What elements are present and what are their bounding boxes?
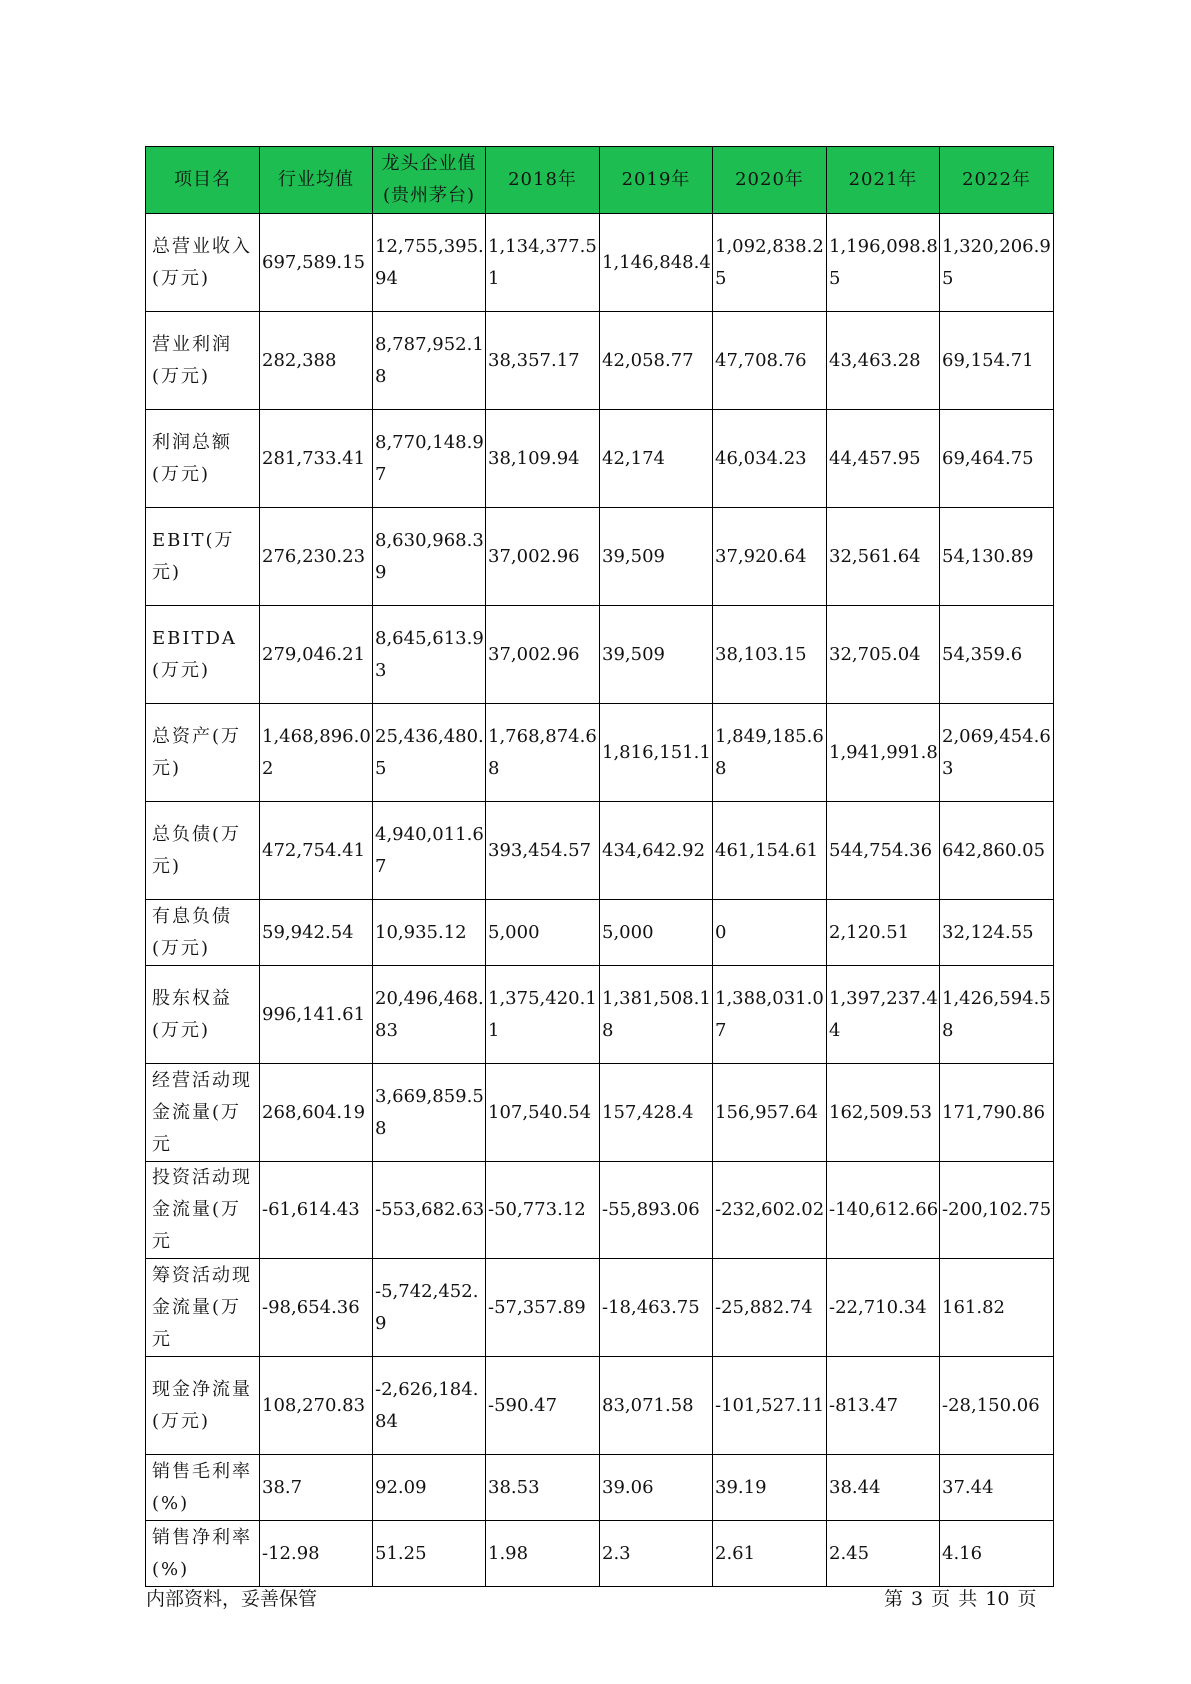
table-cell: 38,357.17 xyxy=(486,312,600,410)
table-cell: -22,710.34 xyxy=(827,1259,940,1357)
table-cell: -25,882.74 xyxy=(713,1259,827,1357)
table-cell: 42,058.77 xyxy=(600,312,713,410)
table-cell: 59,942.54 xyxy=(260,900,373,966)
table-row xyxy=(146,214,1054,312)
table-header-row xyxy=(146,147,1054,214)
table-cell: 38,109.94 xyxy=(486,410,600,508)
header-2021: 2021年 xyxy=(827,147,940,214)
table-cell: 697,589.15 xyxy=(260,214,373,312)
table-cell: -200,102.75 xyxy=(940,1162,1054,1259)
table-row xyxy=(146,1259,1054,1357)
table-cell: -18,463.75 xyxy=(600,1259,713,1357)
table-cell: -61,614.43 xyxy=(260,1162,373,1259)
table-cell: 1,397,237.44 xyxy=(827,966,940,1064)
table-cell: 1,146,848.4 xyxy=(600,214,713,312)
table-cell: 39,509 xyxy=(600,606,713,704)
row-label: 筹资活动现金流量(万元 xyxy=(146,1259,260,1357)
table-cell: 171,790.86 xyxy=(940,1064,1054,1162)
table-cell: 2,069,454.63 xyxy=(940,704,1054,802)
row-label: EBITDA(万元) xyxy=(146,606,260,704)
row-label: 利润总额(万元) xyxy=(146,410,260,508)
table-cell: 2.45 xyxy=(827,1521,940,1587)
confidential-note: 内部资料，妥善保管 xyxy=(146,1588,318,1610)
table-cell: 161.82 xyxy=(940,1259,1054,1357)
table-cell: 5,000 xyxy=(600,900,713,966)
table-cell: 1,849,185.68 xyxy=(713,704,827,802)
table-body xyxy=(146,214,1054,1587)
table-cell: 37,920.64 xyxy=(713,508,827,606)
table-cell: 32,561.64 xyxy=(827,508,940,606)
table-cell: 10,935.12 xyxy=(373,900,486,966)
table-cell: 12,755,395.94 xyxy=(373,214,486,312)
table-cell: 4,940,011.67 xyxy=(373,802,486,900)
table-cell: 8,630,968.39 xyxy=(373,508,486,606)
table-cell: -55,893.06 xyxy=(600,1162,713,1259)
table-cell: 472,754.41 xyxy=(260,802,373,900)
table-cell: 83,071.58 xyxy=(600,1357,713,1455)
table-cell: 54,130.89 xyxy=(940,508,1054,606)
table-cell: 282,388 xyxy=(260,312,373,410)
header-2018: 2018年 xyxy=(486,147,600,214)
table-cell: 8,787,952.18 xyxy=(373,312,486,410)
table-cell: 2.61 xyxy=(713,1521,827,1587)
table-cell: -101,527.11 xyxy=(713,1357,827,1455)
table-cell: -553,682.63 xyxy=(373,1162,486,1259)
financial-table xyxy=(145,146,1054,1587)
row-label: 有息负债(万元) xyxy=(146,900,260,966)
table-cell: 1,134,377.51 xyxy=(486,214,600,312)
header-industry-avg: 行业均值 xyxy=(260,147,373,214)
table-cell: -28,150.06 xyxy=(940,1357,1054,1455)
table-cell: 39.19 xyxy=(713,1455,827,1521)
table-cell: 1,320,206.95 xyxy=(940,214,1054,312)
row-label: 营业利润(万元) xyxy=(146,312,260,410)
table-cell: 1,196,098.85 xyxy=(827,214,940,312)
table-cell: 279,046.21 xyxy=(260,606,373,704)
table-cell: 54,359.6 xyxy=(940,606,1054,704)
table-cell: 642,860.05 xyxy=(940,802,1054,900)
table-cell: 276,230.23 xyxy=(260,508,373,606)
table-cell: 1.98 xyxy=(486,1521,600,1587)
page-number: 第 3 页 共 10 页 xyxy=(884,1588,1037,1610)
row-label: 现金净流量(万元) xyxy=(146,1357,260,1455)
table-cell: -5,742,452.9 xyxy=(373,1259,486,1357)
table-cell: 69,154.71 xyxy=(940,312,1054,410)
table-cell: 69,464.75 xyxy=(940,410,1054,508)
table-cell: 4.16 xyxy=(940,1521,1054,1587)
table-cell: 1,816,151.1 xyxy=(600,704,713,802)
table-row xyxy=(146,312,1054,410)
table-cell: -57,357.89 xyxy=(486,1259,600,1357)
table-row xyxy=(146,1521,1054,1587)
table-cell: 47,708.76 xyxy=(713,312,827,410)
table-row xyxy=(146,508,1054,606)
table-cell: 1,375,420.11 xyxy=(486,966,600,1064)
table-cell: 3,669,859.58 xyxy=(373,1064,486,1162)
table-cell: 37,002.96 xyxy=(486,508,600,606)
table-cell: 8,770,148.97 xyxy=(373,410,486,508)
table-cell: -232,602.02 xyxy=(713,1162,827,1259)
table-cell: 461,154.61 xyxy=(713,802,827,900)
row-label: 总营业收入(万元) xyxy=(146,214,260,312)
table-cell: 0 xyxy=(713,900,827,966)
table-cell: 281,733.41 xyxy=(260,410,373,508)
table-row xyxy=(146,900,1054,966)
table-cell: 43,463.28 xyxy=(827,312,940,410)
table-cell: 42,174 xyxy=(600,410,713,508)
table-cell: 38.44 xyxy=(827,1455,940,1521)
row-label: 股东权益(万元) xyxy=(146,966,260,1064)
table-cell: 38,103.15 xyxy=(713,606,827,704)
table-cell: 108,270.83 xyxy=(260,1357,373,1455)
table-cell: 434,642.92 xyxy=(600,802,713,900)
table-cell: 1,768,874.68 xyxy=(486,704,600,802)
table-cell: 92.09 xyxy=(373,1455,486,1521)
table-cell: 51.25 xyxy=(373,1521,486,1587)
table-cell: 39.06 xyxy=(600,1455,713,1521)
table-cell: 38.7 xyxy=(260,1455,373,1521)
table-cell: 996,141.61 xyxy=(260,966,373,1064)
table-row xyxy=(146,966,1054,1064)
table-cell: 107,540.54 xyxy=(486,1064,600,1162)
table-cell: 268,604.19 xyxy=(260,1064,373,1162)
header-item-name: 项目名 xyxy=(146,147,260,214)
table-cell: -12.98 xyxy=(260,1521,373,1587)
table-cell: 39,509 xyxy=(600,508,713,606)
table-row xyxy=(146,1357,1054,1455)
table-cell: -50,773.12 xyxy=(486,1162,600,1259)
table-cell: 156,957.64 xyxy=(713,1064,827,1162)
table-cell: -98,654.36 xyxy=(260,1259,373,1357)
table-cell: 2.3 xyxy=(600,1521,713,1587)
table-cell: 1,941,991.8 xyxy=(827,704,940,802)
table-cell: 38.53 xyxy=(486,1455,600,1521)
row-label: 销售净利率(%) xyxy=(146,1521,260,1587)
table-cell: 37,002.96 xyxy=(486,606,600,704)
table-row xyxy=(146,1064,1054,1162)
table-cell: 1,381,508.18 xyxy=(600,966,713,1064)
table-cell: 1,092,838.25 xyxy=(713,214,827,312)
table-row xyxy=(146,704,1054,802)
row-label: 总负债(万元) xyxy=(146,802,260,900)
header-leader-value: 龙头企业值(贵州茅台) xyxy=(373,147,486,214)
table-row xyxy=(146,410,1054,508)
table-cell: 46,034.23 xyxy=(713,410,827,508)
table-cell: 20,496,468.83 xyxy=(373,966,486,1064)
row-label: 总资产(万元) xyxy=(146,704,260,802)
header-2020: 2020年 xyxy=(713,147,827,214)
table-cell: 1,388,031.07 xyxy=(713,966,827,1064)
row-label: EBIT(万元) xyxy=(146,508,260,606)
table-cell: 32,124.55 xyxy=(940,900,1054,966)
table-cell: 25,436,480.5 xyxy=(373,704,486,802)
table-row xyxy=(146,606,1054,704)
table-cell: 544,754.36 xyxy=(827,802,940,900)
table-cell: 32,705.04 xyxy=(827,606,940,704)
table-row xyxy=(146,802,1054,900)
table-cell: 2,120.51 xyxy=(827,900,940,966)
table-cell: -2,626,184.84 xyxy=(373,1357,486,1455)
table-cell: 393,454.57 xyxy=(486,802,600,900)
table-row xyxy=(146,1162,1054,1259)
table-cell: 8,645,613.93 xyxy=(373,606,486,704)
header-2019: 2019年 xyxy=(600,147,713,214)
table-cell: -140,612.66 xyxy=(827,1162,940,1259)
table-row xyxy=(146,1455,1054,1521)
row-label: 销售毛利率(%) xyxy=(146,1455,260,1521)
table-cell: -813.47 xyxy=(827,1357,940,1455)
table-cell: -590.47 xyxy=(486,1357,600,1455)
table-cell: 157,428.4 xyxy=(600,1064,713,1162)
table-cell: 44,457.95 xyxy=(827,410,940,508)
row-label: 经营活动现金流量(万元 xyxy=(146,1064,260,1162)
header-2022: 2022年 xyxy=(940,147,1054,214)
table-cell: 1,468,896.02 xyxy=(260,704,373,802)
table-cell: 162,509.53 xyxy=(827,1064,940,1162)
row-label: 投资活动现金流量(万元 xyxy=(146,1162,260,1259)
table-cell: 5,000 xyxy=(486,900,600,966)
table-cell: 37.44 xyxy=(940,1455,1054,1521)
table-cell: 1,426,594.58 xyxy=(940,966,1054,1064)
